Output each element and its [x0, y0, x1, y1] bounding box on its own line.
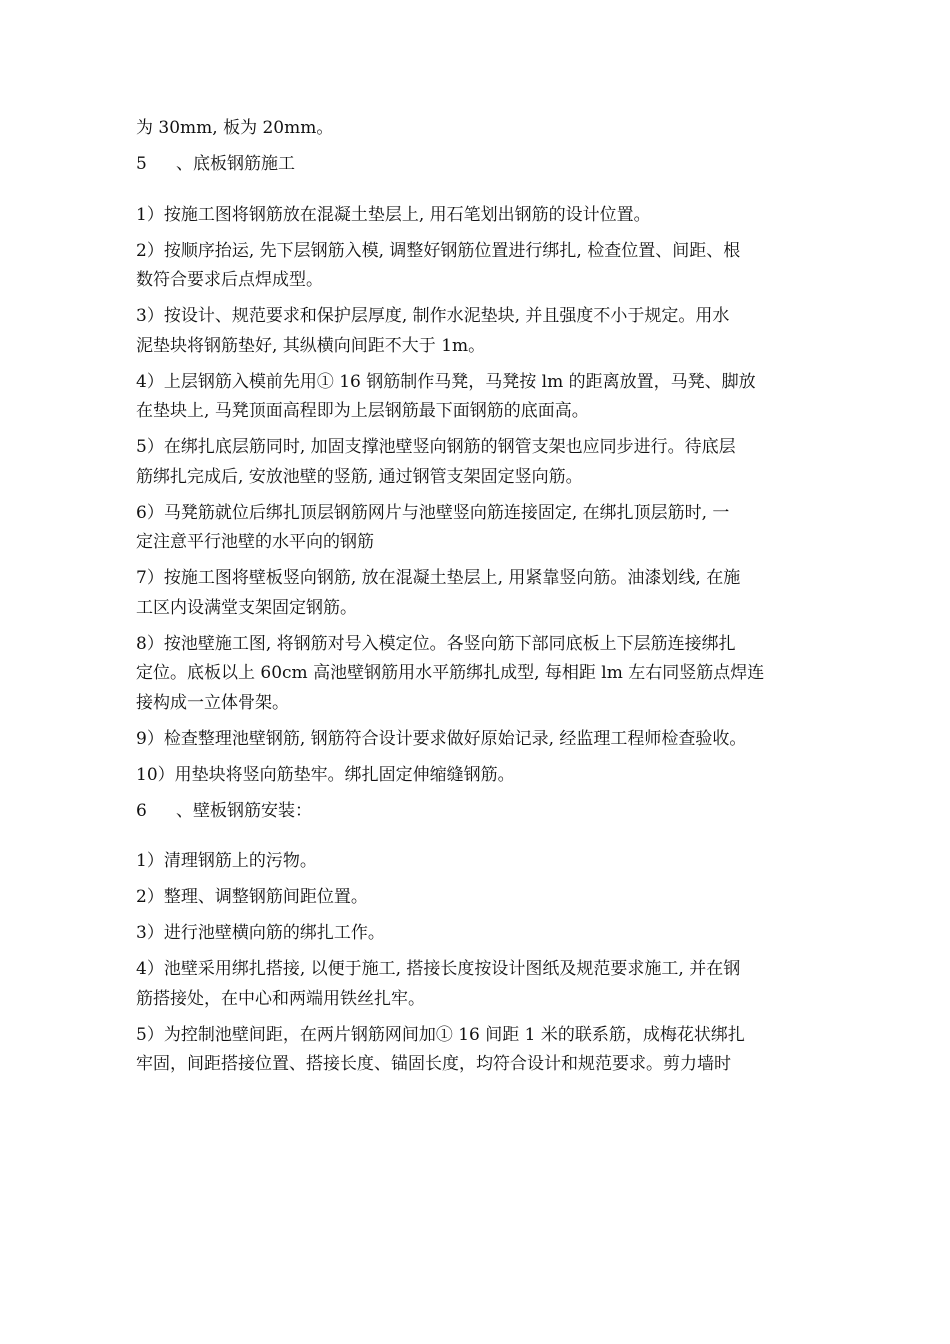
- list-item: [136, 883, 826, 913]
- list-item: [136, 302, 826, 361]
- text-line: 7）按施工图将壁板竖向钢筋, 放在混凝土垫层上, 用紧靠竖向筋。油漆划线, 在施: [136, 568, 741, 588]
- list-item: [136, 237, 826, 296]
- text-line: 接构成一立体骨架。: [136, 692, 289, 713]
- text-line: 在垫块上, 马凳顶面高程即为上层钢筋最下面钢筋的底面高。: [136, 401, 589, 421]
- text-line: 5）为控制池壁间距，在两片钢筋网间加① 16 间距 1 米的联系筋，成梅花状绑扎: [136, 1024, 745, 1045]
- list-item: [136, 847, 826, 877]
- section-heading-5: [136, 150, 826, 180]
- list-item: [136, 725, 826, 755]
- text-line: 1）清理钢筋上的污物。: [136, 851, 317, 871]
- list-item: [136, 630, 826, 719]
- text-line: 1）按施工图将钢筋放在混凝土垫层上, 用石笔划出钢筋的设计位置。: [136, 204, 651, 225]
- text-line: 3）按设计、规范要求和保护层厚度, 制作水泥垫块, 并且强度不小于规定。用水: [136, 306, 730, 326]
- text-line: 筋绑扎完成后, 安放池壁的竖筋, 通过钢管支架固定竖向筋。: [136, 466, 583, 487]
- list-item: [136, 201, 826, 231]
- document-body: [136, 114, 826, 1086]
- list-item: [136, 1021, 826, 1080]
- text-line: 5）在绑扎底层筋同时, 加固支撑池壁竖向钢筋的钢管支架也应同步进行。待底层: [136, 437, 736, 457]
- text-line: 4）池壁采用绑扎搭接, 以便于施工, 搭接长度按设计图纸及规范要求施工, 并在钢: [136, 959, 741, 979]
- text-line: 2）整理、调整钢筋间距位置。: [136, 887, 368, 907]
- text-line: 4）上层钢筋入模前先用① 16 钢筋制作马凳，马凳按 lm 的距离放置，马凳、脚放: [136, 371, 756, 392]
- text-line: 9）检查整理池壁钢筋, 钢筋符合设计要求做好原始记录, 经监理工程师检查验收。: [136, 728, 747, 749]
- section-number: 5: [136, 154, 147, 174]
- section-title: 、底板钢筋施工: [176, 154, 295, 174]
- text-line: 牢固，间距搭接位置、搭接长度、锚固长度，均符合设计和规范要求。剪力墙时: [136, 1054, 731, 1074]
- list-item: [136, 368, 826, 427]
- paragraph-continuation: [136, 114, 826, 144]
- text-line: 3）进行池壁横向筋的绑扎工作。: [136, 923, 385, 943]
- list-item: [136, 919, 826, 949]
- text-line: 泥垫块将钢筋垫好, 其纵横向间距不大于 1m。: [136, 335, 486, 356]
- list-item: [136, 761, 826, 791]
- text-line: 8）按池壁施工图, 将钢筋对号入模定位。各竖向筋下部同底板上下层筋连接绑扎: [136, 633, 736, 654]
- text-line: 2）按顺序抬运, 先下层钢筋入模, 调整好钢筋位置进行绑扎, 检查位置、间距、根: [136, 240, 741, 261]
- section-number: 6: [136, 800, 147, 821]
- text-line: 6）马凳筋就位后绑扎顶层钢筋网片与池壁竖向筋连接固定, 在绑扎顶层筋时, 一: [136, 502, 730, 523]
- text-line: 10）用垫块将竖向筋垫牢。绑扎固定伸缩缝钢筋。: [136, 764, 515, 785]
- text-line: 定位。底板以上 60cm 高池壁钢筋用水平筋绑扎成型, 每相距 lm 左右同竖筋点焊连: [136, 663, 765, 683]
- list-item: [136, 499, 826, 558]
- text-line: 筋搭接处，在中心和两端用铁丝扎牢。: [136, 988, 425, 1009]
- text-line: 定注意平行池壁的水平向的钢筋: [136, 532, 374, 552]
- section-heading-6: [136, 797, 826, 827]
- text-line: 工区内设满堂支架固定钢筋。: [136, 597, 357, 618]
- section-title: 、壁板钢筋安装：: [176, 800, 312, 821]
- list-item: [136, 564, 826, 623]
- list-item: [136, 433, 826, 492]
- list-item: [136, 955, 826, 1014]
- text-line: 数符合要求后点焊成型。: [136, 270, 323, 290]
- text-line: 为 30mm, 板为 20mm。: [136, 118, 334, 138]
